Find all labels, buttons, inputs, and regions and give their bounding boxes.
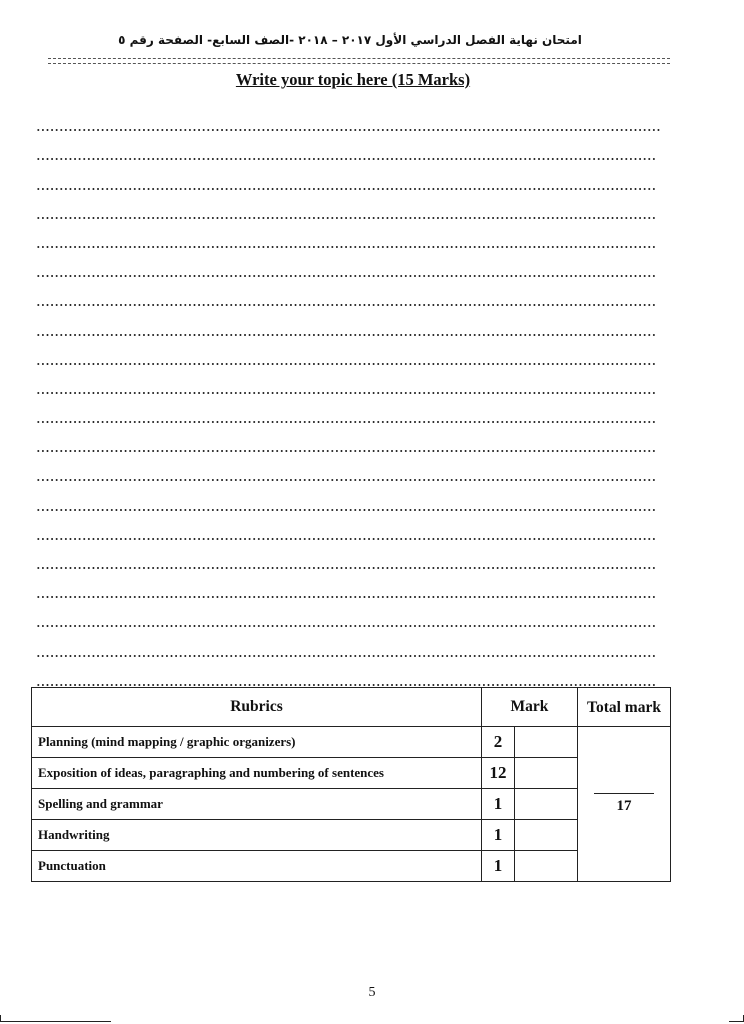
writing-line[interactable] xyxy=(36,394,656,423)
rubric-max-mark: 2 xyxy=(482,727,515,758)
rubric-score-cell[interactable] xyxy=(515,727,578,758)
table-row xyxy=(32,820,671,851)
table-row xyxy=(32,851,671,882)
writing-line[interactable] xyxy=(36,131,656,160)
mark-header: Mark xyxy=(482,688,578,727)
writing-line[interactable] xyxy=(36,511,656,540)
writing-line[interactable] xyxy=(36,627,656,656)
writing-line[interactable] xyxy=(36,102,656,131)
writing-line[interactable] xyxy=(36,657,656,686)
writing-line[interactable] xyxy=(36,423,656,452)
rubric-score-cell[interactable] xyxy=(515,789,578,820)
total-mark-cell xyxy=(578,727,671,882)
writing-line[interactable] xyxy=(36,452,656,481)
writing-line[interactable] xyxy=(36,481,656,510)
rubric-max-mark: 1 xyxy=(482,851,515,882)
rubric-score-cell[interactable] xyxy=(515,758,578,789)
total-divider xyxy=(594,793,654,794)
writing-title: Write your topic here (15 Marks) xyxy=(235,70,471,89)
writing-line[interactable] xyxy=(36,598,656,627)
rubrics-header: Rubrics xyxy=(32,688,482,727)
writing-line[interactable] xyxy=(36,306,656,335)
table-row xyxy=(32,789,671,820)
header-divider xyxy=(48,58,670,64)
writing-line[interactable] xyxy=(36,190,656,219)
writing-line[interactable] xyxy=(36,336,656,365)
writing-line[interactable] xyxy=(36,219,656,248)
writing-line[interactable] xyxy=(36,569,656,598)
rubric-max-mark: 1 xyxy=(482,820,515,851)
writing-area[interactable] xyxy=(36,102,656,686)
page-number: 5 xyxy=(368,985,376,1000)
scan-crop-mark xyxy=(729,1015,744,1022)
rubric-label: Handwriting xyxy=(32,820,482,851)
writing-line[interactable] xyxy=(36,248,656,277)
writing-line[interactable] xyxy=(36,365,656,394)
rubric-label: Spelling and grammar xyxy=(32,789,482,820)
scan-crop-mark xyxy=(0,1015,111,1022)
writing-line[interactable] xyxy=(36,160,656,189)
total-mark-header: Total mark xyxy=(578,688,671,727)
writing-line[interactable] xyxy=(36,540,656,569)
rubric-label: Exposition of ideas, paragraphing and numbering of sentences xyxy=(32,758,482,789)
rubric-max-mark: 1 xyxy=(482,789,515,820)
rubric-table xyxy=(31,687,671,882)
total-mark-value: 17 xyxy=(616,798,632,814)
table-row xyxy=(32,727,671,758)
page-header: امتحان نهاية الفصل الدراسي الأول ٢٠١٧ – ٢٠١٨ -الصف السابع- الصفحة رقم ٥ xyxy=(118,33,582,47)
rubric-label: Punctuation xyxy=(32,851,482,882)
rubric-score-cell[interactable] xyxy=(515,851,578,882)
writing-line[interactable] xyxy=(36,277,656,306)
rubric-score-cell[interactable] xyxy=(515,820,578,851)
table-row xyxy=(32,758,671,789)
rubric-max-mark: 12 xyxy=(482,758,515,789)
rubric-label: Planning (mind mapping / graphic organizers) xyxy=(32,727,482,758)
